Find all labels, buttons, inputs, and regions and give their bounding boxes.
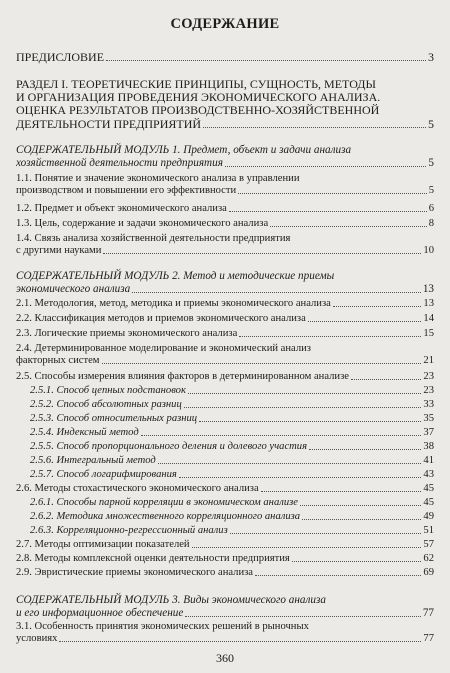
toc-entry-page: 62 bbox=[423, 553, 434, 564]
toc-entry-text: экономического анализа bbox=[16, 283, 131, 295]
toc-entry-page: 41 bbox=[423, 455, 434, 466]
toc-entry-2-5-4 bbox=[16, 427, 434, 439]
toc-entry-page: 10 bbox=[423, 245, 434, 257]
toc-entry-text: производством и повышении его эффективности bbox=[16, 185, 237, 197]
toc-entry-page: 5 bbox=[428, 157, 434, 169]
toc-entry-text: ДЕЯТЕЛЬНОСТИ ПРЕДПРИЯТИЙ bbox=[16, 116, 202, 131]
toc-entry-text: 2.7. Методы оптимизации показателей bbox=[16, 539, 190, 550]
toc-entry-2-6 bbox=[16, 483, 434, 495]
toc-entry-text: 2.8. Методы комплексной оценки деятельности предприятия bbox=[16, 553, 290, 564]
toc-entry-page: 8 bbox=[428, 218, 434, 229]
toc-entry-2-2 bbox=[16, 313, 434, 325]
toc-entry-text: 2.5.2. Способ абсолютных разниц bbox=[30, 399, 182, 410]
toc-entry-text: РАЗДЕЛ I. ТЕОРЕТИЧЕСКИЕ ПРИНЦИПЫ, СУЩНОСТЬ, МЕТОДЫ bbox=[16, 77, 376, 91]
toc-entry-page: 51 bbox=[423, 525, 434, 536]
toc-entry-2-5-7 bbox=[16, 469, 434, 481]
toc-entry-page: 5 bbox=[428, 185, 434, 197]
toc-entry-page: 13 bbox=[422, 283, 434, 295]
toc-entry-page: 69 bbox=[423, 567, 434, 578]
toc-entry-1-3 bbox=[16, 218, 434, 230]
toc-entry-2-5-2 bbox=[16, 399, 434, 411]
toc-entry-text: 2.6.1. Способы парной корреляции в экономическом анализе bbox=[30, 497, 298, 508]
toc-entry-2-5-1 bbox=[16, 385, 434, 397]
toc-entry-page: 45 bbox=[423, 483, 434, 494]
toc-entry-text: 2.5.1. Способ цепных подстановок bbox=[30, 385, 186, 396]
toc-entry-page: 43 bbox=[423, 469, 434, 480]
toc-entry-page: 38 bbox=[423, 441, 434, 452]
toc-entry-text: 2.1. Методология, метод, методика и приемы экономического анализа bbox=[16, 298, 331, 309]
toc-entry-text: 2.5. Способы измерения влияния факторов в детерминированном анализе bbox=[16, 371, 349, 382]
toc-entry-text: ПРЕДИСЛОВИЕ bbox=[16, 50, 105, 64]
toc-entry-page: 49 bbox=[423, 511, 434, 522]
toc-entry-1-1 bbox=[16, 173, 434, 197]
toc-entry-2-5-3 bbox=[16, 413, 434, 425]
toc-entry-text: СОДЕРЖАТЕЛЬНЫЙ МОДУЛЬ 1. Предмет, объект и задачи анализа bbox=[16, 144, 352, 156]
toc-entry-page: 57 bbox=[423, 539, 434, 550]
toc-entry-page: 23 bbox=[423, 385, 434, 396]
toc-entry-page: 3 bbox=[428, 50, 434, 64]
toc-entry-text: СОДЕРЖАТЕЛЬНЫЙ МОДУЛЬ 2. Метод и методические приемы bbox=[16, 270, 335, 282]
toc-entry-text: 2.4. Детерминированное моделирование и экономический анализ bbox=[16, 343, 311, 354]
toc-entry-text: 2.5.4. Индексный метод bbox=[30, 427, 139, 438]
toc-entry-page: 33 bbox=[423, 399, 434, 410]
toc-entry-text: 2.5.5. Способ пропорционального деления и долевого участия bbox=[30, 441, 308, 452]
toc-entry-text: 1.2. Предмет и объект экономического анализа bbox=[16, 203, 227, 214]
toc-entry-text: 2.3. Логические приемы экономического анализа bbox=[16, 328, 238, 339]
toc-entry-text: 1.1. Понятие и значение экономического анализа в управлении bbox=[16, 173, 300, 184]
toc-entry-module-2 bbox=[16, 270, 434, 296]
toc-entry-page: 5 bbox=[428, 116, 434, 131]
toc-entry-2-5 bbox=[16, 371, 434, 383]
toc-entry-text: 2.9. Эвристические приемы экономического анализа bbox=[16, 567, 253, 578]
toc-entry-text: 2.6. Методы стохастического экономического анализа bbox=[16, 483, 259, 494]
toc-entry-text: 2.5.7. Способ логарифмирования bbox=[30, 469, 177, 480]
toc-entry-page: 35 bbox=[423, 413, 434, 424]
toc-entry-page: 23 bbox=[423, 371, 434, 382]
toc-entry-page: 21 bbox=[423, 355, 434, 367]
toc-entry-2-6-3 bbox=[16, 525, 434, 537]
toc-entry-2-1 bbox=[16, 298, 434, 310]
toc-entry-2-5-6 bbox=[16, 455, 434, 467]
toc-entry-page: 37 bbox=[423, 427, 434, 438]
toc-entry-2-9 bbox=[16, 567, 434, 579]
toc-entry-text: 2.2. Классификация методов и приемов экономического анализа bbox=[16, 313, 306, 324]
toc-entry-text: условиях bbox=[16, 633, 58, 645]
toc-entry-text: И ОРГАНИЗАЦИЯ ПРОВЕДЕНИЯ ЭКОНОМИЧЕСКОГО АНАЛИЗА. bbox=[16, 90, 381, 105]
toc-entry-module-1 bbox=[16, 144, 434, 170]
toc-entry-2-6-1 bbox=[16, 497, 434, 509]
page-title: СОДЕРЖАНИЕ bbox=[170, 16, 280, 32]
toc-entry-2-6-2 bbox=[16, 511, 434, 523]
toc-entry-text: факторных систем bbox=[16, 355, 100, 367]
toc-entry-module-3 bbox=[16, 594, 434, 620]
toc-entry-text: с другими науками bbox=[16, 245, 102, 257]
toc-entry-text: 1.4. Связь анализа хозяйственной деятельности предприятия bbox=[16, 233, 291, 244]
toc-entry-text: СОДЕРЖАТЕЛЬНЫЙ МОДУЛЬ 3. Виды экономического анализа bbox=[16, 594, 326, 606]
toc-entry-text: 2.5.3. Способ относительных разниц bbox=[30, 413, 198, 424]
toc-entry-section-1 bbox=[16, 78, 434, 131]
toc-entry-text: 2.6.3. Корреляционно-регрессионный анализ bbox=[30, 525, 228, 536]
toc-entry-page: 6 bbox=[428, 203, 434, 214]
toc-entry-page: 14 bbox=[423, 313, 434, 324]
page-number: 360 bbox=[216, 651, 234, 665]
toc-entry-text: 2.6.2. Методика множественного корреляционного анализа bbox=[30, 511, 301, 522]
toc-entry-text: 2.5.6. Интегральный метод bbox=[30, 455, 156, 466]
toc-entry-page: 77 bbox=[423, 633, 434, 645]
toc-entry-2-7 bbox=[16, 539, 434, 551]
toc-entry-3-1 bbox=[16, 621, 434, 645]
toc-entry-page: 15 bbox=[423, 328, 434, 339]
toc-entry-text: 3.1. Особенность принятия экономических решений в рыночных bbox=[16, 621, 309, 632]
toc-entry-page: 45 bbox=[423, 497, 434, 508]
toc-entry-page: 77 bbox=[422, 607, 434, 619]
toc-entry-2-5-5 bbox=[16, 441, 434, 453]
toc-entry-text: ОЦЕНКА РЕЗУЛЬТАТОВ ПРОИЗВОДСТВЕННО-ХОЗЯЙСТВЕННОЙ bbox=[16, 103, 380, 118]
toc-entry-text: хозяйственной деятельности предприятия bbox=[16, 157, 223, 169]
toc-entry-2-3 bbox=[16, 328, 434, 340]
toc-entry-2-4 bbox=[16, 343, 434, 367]
toc-entry-2-8 bbox=[16, 553, 434, 565]
toc-entry-text: 1.3. Цель, содержание и задачи экономического анализа bbox=[16, 218, 269, 229]
toc-entry-preface bbox=[16, 51, 434, 64]
toc-entry-text: и его информационное обеспечение bbox=[16, 607, 184, 619]
toc-entry-1-4 bbox=[16, 233, 434, 257]
toc-entry-page: 13 bbox=[423, 298, 434, 309]
toc-entry-1-2 bbox=[16, 203, 434, 215]
